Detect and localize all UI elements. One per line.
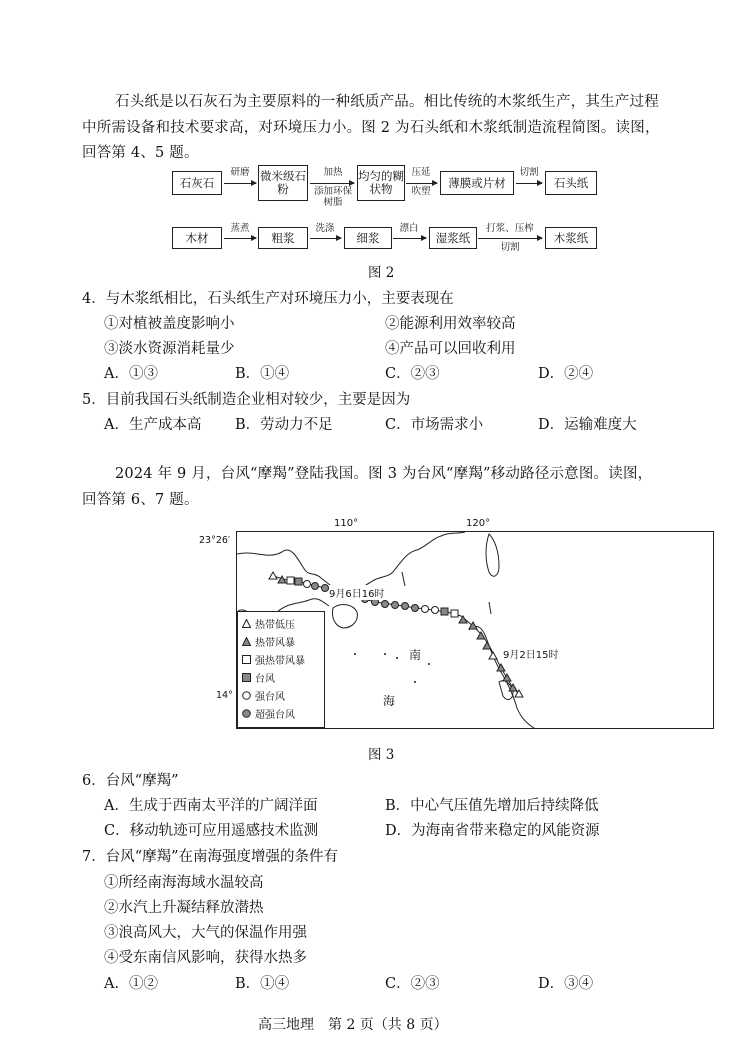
coastline-gulf	[277, 599, 329, 612]
legend-item	[242, 688, 285, 703]
flow-arrow	[224, 183, 256, 184]
q6-option-a[interactable]: A．生成于西南太平洋的广阔洋面	[104, 798, 318, 814]
q7-option-b[interactable]: B．①④	[235, 976, 290, 992]
flow-box-coarse-pulp: 粗浆	[258, 227, 308, 249]
q4-option-a[interactable]: A．①③	[104, 366, 158, 382]
flow-arrow	[406, 183, 437, 184]
flow-box-limestone: 石灰石	[172, 171, 222, 195]
sea-label-hai: 海	[383, 694, 396, 708]
q7-statement-2: ②水汽上升凝结释放潜热	[104, 900, 264, 916]
open-square-icon	[242, 655, 251, 664]
map-lat-bottom: 14°	[216, 690, 233, 701]
q5-option-a[interactable]: A．生产成本高	[104, 417, 202, 433]
taiwan-island	[486, 534, 499, 576]
flow-arrow	[224, 238, 256, 239]
q4-option-d[interactable]: D．②④	[538, 366, 594, 382]
track-label-sep6: 9月6日16时	[329, 585, 384, 600]
flow-label-beat-press: 打浆、压榨	[486, 223, 534, 234]
flow-box-film: 薄膜或片材	[440, 171, 514, 195]
legend-item	[242, 706, 295, 721]
page-footer: 高三地理 第 2 页（共 8 页）	[258, 1017, 448, 1033]
flow-label-blow: 吹塑	[411, 186, 431, 197]
flow-label-resin: 添加环保树脂	[313, 186, 352, 208]
legend-item	[242, 670, 275, 685]
q7-statement-1: ①所经南海海域水温较高	[104, 875, 264, 891]
q6-option-d[interactable]: D．为海南省带来稳定的风能资源	[385, 823, 600, 839]
q5-option-b[interactable]: B．劳动力不足	[235, 417, 333, 433]
passage2-line2: 回答第 6、7 题。	[82, 492, 199, 508]
map-lon-110: 110°	[334, 518, 359, 529]
q5-stem: 5．目前我国石头纸制造企业相对较少，主要是因为	[82, 392, 411, 408]
legend-label: 超强台风	[255, 710, 295, 721]
flow-box-paste: 均匀的糊状物	[357, 165, 405, 201]
flow-label-grind: 研磨	[230, 167, 250, 178]
map-legend	[237, 611, 325, 728]
flow-label-bleach: 漂白	[399, 223, 419, 234]
sea-label-nan: 南	[409, 648, 422, 662]
passage1-line3: 回答第 4、5 题。	[82, 145, 199, 161]
flow-box-stone-paper: 石头纸	[545, 171, 597, 195]
q6-stem: 6．台风“摩羯”	[82, 773, 179, 789]
q4-option-b[interactable]: B．①④	[235, 366, 290, 382]
flow-box-wood-pulp-paper: 木浆纸	[545, 227, 597, 249]
q7-statement-3: ③浪高风大，大气的保温作用强	[104, 925, 307, 941]
legend-label: 强热带风暴	[255, 656, 305, 667]
q5-option-c[interactable]: C．市场需求小	[385, 417, 484, 433]
q7-option-a[interactable]: A．①②	[104, 976, 158, 992]
open-triangle-icon	[242, 619, 251, 628]
legend-label: 热带风暴	[255, 638, 295, 649]
q4-statement-2: ②能源利用效率较高	[385, 316, 516, 332]
flow-label-cut: 切割	[519, 167, 539, 178]
filled-square-icon	[242, 673, 251, 682]
flow-arrow	[516, 183, 542, 184]
flow-label-cook: 蒸煮	[230, 223, 250, 234]
filled-circle-icon	[242, 709, 251, 718]
q6-option-b[interactable]: B．中心气压值先增加后持续降低	[385, 798, 599, 814]
flow-box-wet-paper: 湿浆纸	[429, 227, 477, 249]
q4-stem: 4．与木浆纸相比，石头纸生产对环境压力小，主要表现在	[82, 291, 454, 307]
figure2-caption: 图 2	[368, 265, 395, 281]
passage2-line1: 2024 年 9 月，台风“摩羯”登陆我国。图 3 为台风“摩羯”移动路径示意图。读图，	[115, 466, 653, 482]
coastline-mainland	[237, 532, 465, 592]
philippines-coast	[469, 626, 537, 729]
map-lat-top: 23°26′	[199, 535, 231, 546]
passage1-line2: 中所需设备和技术要求高，对环境压力小。图 2 为石头纸和木浆纸制造流程简图。读图，	[82, 120, 660, 136]
flow-arrow	[310, 183, 354, 184]
open-circle-icon	[242, 691, 251, 700]
q7-option-d[interactable]: D．③④	[538, 976, 594, 992]
legend-label: 台风	[255, 674, 275, 685]
q7-option-c[interactable]: C．②③	[385, 976, 440, 992]
q7-statement-4: ④受东南信风影响，获得水热多	[104, 950, 307, 966]
q4-statement-4: ④产品可以回收利用	[385, 341, 516, 357]
flow-arrow	[478, 238, 542, 239]
flow-label-calender: 压延	[411, 167, 431, 178]
hainan-island	[332, 605, 357, 628]
flow-box-fine-pulp: 细浆	[344, 227, 392, 249]
legend-item	[242, 634, 295, 649]
flow-arrow	[393, 238, 426, 239]
figure3-caption: 图 3	[368, 747, 395, 763]
q4-option-c[interactable]: C．②③	[385, 366, 440, 382]
flow-label-cut2: 切割	[500, 242, 520, 253]
q5-option-d[interactable]: D．运输难度大	[538, 417, 637, 433]
track-label-sep2: 9月2日15时	[503, 646, 558, 661]
flow-label-wash: 洗涤	[315, 223, 335, 234]
legend-label: 强台风	[255, 692, 285, 703]
q6-option-c[interactable]: C．移动轨迹可应用遥感技术监测	[104, 823, 319, 839]
q4-statement-3: ③淡水资源消耗量少	[104, 341, 235, 357]
flow-box-wood: 木材	[172, 227, 222, 249]
flow-box-micron-powder: 微米级石粉	[258, 165, 308, 201]
legend-item	[242, 616, 295, 631]
passage1-line1: 石头纸是以石灰石为主要原料的一种纸质产品。相比传统的木浆纸生产，其生产过程	[115, 94, 659, 110]
q4-statement-1: ①对植被盖度影响小	[104, 316, 235, 332]
q7-stem: 7．台风“摩羯”在南海强度增强的条件有	[82, 849, 339, 865]
flow-label-heat: 加热	[323, 167, 343, 178]
flow-arrow	[310, 238, 341, 239]
map-lon-120: 120°	[466, 518, 491, 529]
legend-label: 热带低压	[255, 620, 295, 631]
filled-triangle-icon	[242, 637, 251, 646]
legend-item	[242, 652, 305, 667]
